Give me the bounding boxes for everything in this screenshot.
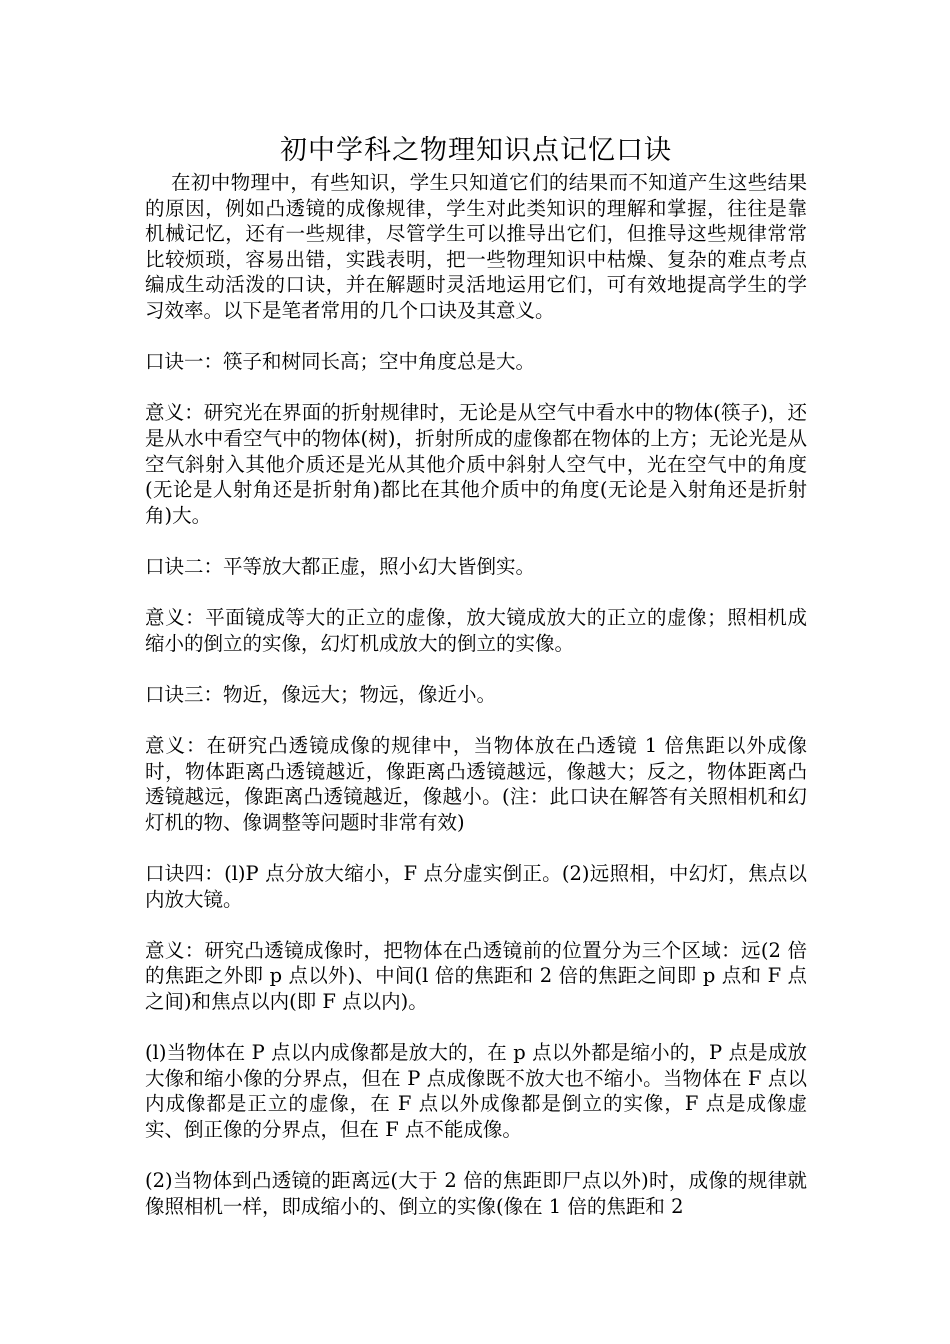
mnemonic-4: 口诀四：(l)P 点分放大缩小，F 点分虚实倒正。(2)远照相，中幻灯，焦点以内放大镜。 (145, 862, 807, 911)
meaning-4-part-2: (2)当物体到凸透镜的距离远(大于 2 倍的焦距即尸点以外)时，成像的规律就像照相机一样，即成缩小的、倒立的实像(像在 1 倍的焦距和 2 (145, 1169, 807, 1218)
mnemonic-1: 口诀一：筷子和树同长高；空中角度总是大。 (145, 350, 536, 374)
paragraph-spacer (145, 528, 807, 554)
document-body (145, 132, 807, 1219)
paragraph-spacer (145, 1143, 807, 1169)
paragraph-spacer (145, 912, 807, 938)
meaning-3: 意义：在研究凸透镜成像的规律中，当物体放在凸透镜 1 倍焦距以外成像时，物体距离凸透镜越近，像距离凸透镜越远，像越大；反之，物体距离凸透镜越远，像距离凸透镜越近，像越小。(注：此口诀在解答有关照相机和幻灯机的物、像调整等问题时非常有效) (145, 734, 807, 834)
paragraph-spacer (145, 835, 807, 861)
meaning-4: 意义：研究凸透镜成像时，把物体在凸透镜前的位置分为三个区域：远(2 倍的焦距之外即 p 点以外)、中间(l 倍的焦距和 2 倍的焦距之间即 p 点和 F 点之间)和焦点以内(即 F 点以内)。 (145, 938, 807, 1013)
mnemonic-2: 口诀二：平等放大都正虚，照小幻大皆倒实。 (145, 554, 536, 578)
document-title: 初中学科之物理知识点记忆口诀 (280, 135, 672, 166)
mnemonic-3: 口诀三：物近，像远大；物远，像近小。 (145, 682, 497, 706)
meaning-2: 意义：平面镜成等大的正立的虚像，放大镜成放大的正立的虚像；照相机成缩小的倒立的实像，幻灯机成放大的倒立的实像。 (145, 606, 807, 655)
paragraph-spacer (145, 656, 807, 682)
paragraph-spacer (145, 324, 807, 350)
paragraph-spacer (145, 1015, 807, 1041)
intro-paragraph: 在初中物理中，有些知识，学生只知道它们的结果而不知道产生这些结果的原因，例如凸透镜的成像规律，学生对此类知识的理解和掌握，往往是靠机械记忆，还有一些规律，尽管学生可以推导出它们，但推导这些规律常常比较烦琐，容易出错，实践表明，把一些物理知识中枯燥、复杂的难点考点编成生动活泼的口诀，并在解题时灵活地运用它们，可有效地提高学生的学习效率。以下是笔者常用的几个口诀及其意义。 (145, 171, 807, 322)
meaning-1: 意义：研究光在界面的折射规律时，无论是从空气中看水中的物体(筷子)，还是从水中看空气中的物体(树)，折射所成的虚像都在物体的上方；无论光是从空气斜射入其他介质还是光从其他介质中斜射人空气中，光在空气中的角度(无论是人射角还是折射角)都比在其他介质中的角度(无论是入射角还是折射角)大。 (145, 401, 807, 527)
paragraph-spacer (145, 375, 807, 401)
paragraph-spacer (145, 707, 807, 733)
meaning-4-part-1: (l)当物体在 P 点以内成像都是放大的，在 p 点以外都是缩小的，P 点是成放大像和缩小像的分界点，但在 P 点成像既不放大也不缩小。当物体在 F 点以内成像都是正立的虚像，在 F 点以外成像都是倒立的实像，F 点是成像虚实、倒正像的分界点，但在 F 点不能成像。 (145, 1041, 807, 1141)
paragraph-spacer (145, 580, 807, 606)
